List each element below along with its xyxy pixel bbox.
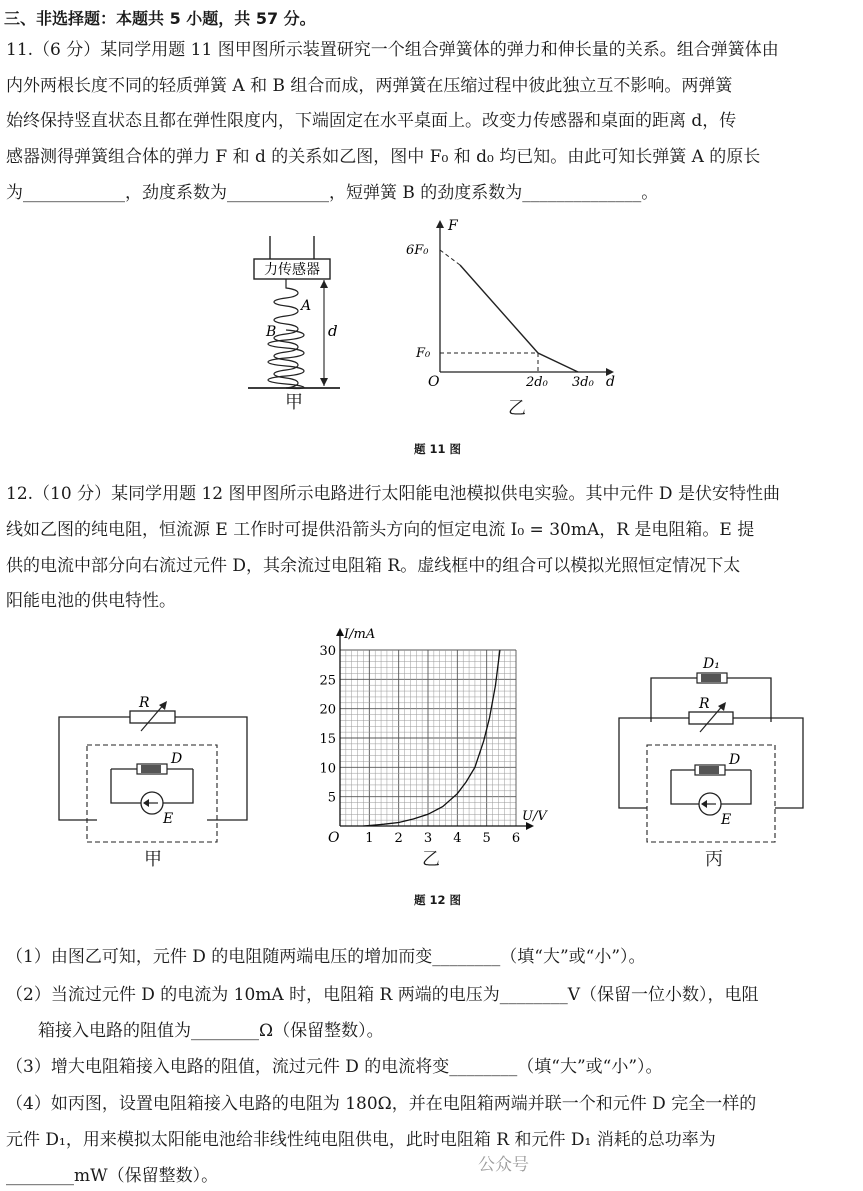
label-e: E [163, 811, 174, 827]
subq-2-cont: 箱接入电路的阻值为________Ω（保留整数）。 [38, 1021, 384, 1041]
circuit-jia [55, 695, 255, 845]
section-title: 三、非选择题：本题共 5 小题，共 57 分。 [4, 9, 316, 28]
fig12-bing-caption: 丙 [705, 849, 723, 870]
label-b: B [266, 324, 277, 340]
q12-line: 线如乙图的纯电阻，恒流源 E 工作时可提供沿箭头方向的恒定电流 I₀ = 30mA，R 是电阻箱。E 提 [6, 520, 755, 540]
chart-grid [340, 650, 516, 826]
y-axis-label: F [448, 218, 458, 234]
subq-1: （1）由图乙可知，元件 D 的电阻随两端电压的增加而变________（填“大”或“小”）。 [6, 947, 646, 967]
y-tick-label: 5 [327, 790, 336, 806]
q11-line: 11.（6 分）某同学用题 11 图甲图所示装置研究一个组合弹簧体的弹力和伸长量的关系。组合弹簧体由 [6, 40, 779, 60]
x-tick-label: 2 [394, 831, 403, 846]
q11-line: 始终保持竖直状态且都在弹性限度内，下端固定在水平桌面上。改变力传感器和桌面的距离 d，传 [6, 111, 737, 131]
subq-2: （2）当流过元件 D 的电流为 10mA 时，电阻箱 R 两端的电压为________V（保留一位小数），电阻 [6, 985, 759, 1005]
fig12-caption: 题 12 图 [414, 893, 462, 907]
label-a: A [301, 298, 312, 314]
fig12-yi-caption: 乙 [422, 849, 440, 870]
y-tick-label: 10 [319, 761, 336, 777]
q11-line: 感器测得弹簧组合体的弹力 F 和 d 的关系如乙图，图中 F₀ 和 d₀ 均已知。由此可知长弹簧 A 的原长 [6, 147, 761, 167]
subq-4-cont: 元件 D₁，用来模拟太阳能电池给非线性纯电阻供电，此时电阻箱 R 和元件 D₁ 消耗的总功率为 [6, 1130, 716, 1150]
label-d-element: D [729, 752, 741, 768]
q11-line: 为____________，劲度系数为____________，短弹簧 B 的劲度系数为______________。 [6, 183, 659, 203]
chart-origin-label: O [328, 830, 340, 846]
force-sensor-label: 力传感器 [264, 262, 320, 278]
q12-line: 供的电流中部分向右流过元件 D，其余流过电阻箱 R。虚线框中的组合可以模拟光照恒定情况下太 [6, 556, 741, 576]
origin-label: O [428, 374, 440, 390]
y-tick-label: 15 [319, 732, 336, 747]
label-e: E [721, 812, 732, 828]
x-tick-label: 1 [365, 831, 374, 846]
fig12-jia-caption: 甲 [144, 849, 162, 870]
subq-4-cont2: ________mW（保留整数）。 [6, 1166, 219, 1186]
subq-3: （3）增大电阻箱接入电路的阻值，流过元件 D 的电流将变________（填“大”或“小”）。 [6, 1057, 663, 1077]
label-d-element: D [171, 751, 183, 767]
x-tick-label: 5 [482, 831, 491, 846]
iu-chart [318, 620, 547, 846]
label-d1: D₁ [703, 656, 720, 672]
tick-6f0: 6F₀ [406, 243, 429, 258]
subq-4: （4）如丙图，设置电阻箱接入电路的电阻为 180Ω，并在电阻箱两端并联一个和元件 D 完全一样的 [6, 1094, 757, 1114]
tick-f0: F₀ [416, 346, 431, 361]
y-tick-label: 20 [319, 702, 336, 718]
resistor-box [689, 712, 733, 724]
chart-y-label: I/mA [344, 627, 376, 642]
watermark: 公众号 [478, 1155, 529, 1175]
y-axis-arrow [336, 628, 344, 636]
f-d-curve [460, 265, 578, 372]
x-axis-label: d [606, 374, 615, 390]
fig11-jia-caption: 甲 [285, 392, 303, 413]
x-tick-label: 4 [453, 831, 462, 846]
label-r: R [699, 696, 710, 712]
y-tick-label: 25 [319, 673, 336, 689]
chart-x-label: U/V [522, 809, 547, 824]
y-tick-label: 30 [319, 644, 336, 659]
fig11-caption: 题 11 图 [414, 442, 462, 456]
x-tick-label: 3 [423, 831, 433, 846]
q11-line: 内外两根长度不同的轻质弹簧 A 和 B 组合而成，两弹簧在压缩过程中彼此独立互不影响。两弹簧 [6, 76, 733, 96]
fig11-yi-caption: 乙 [508, 398, 526, 419]
tick-2d0: 2d₀ [526, 375, 548, 390]
label-r: R [139, 695, 150, 711]
q12-line: 阳能电池的供电特性。 [6, 591, 176, 611]
q12-line: 12.（10 分）某同学用题 12 图甲图所示电路进行太阳能电池模拟供电实验。其中元件 D 是伏安特性曲 [6, 484, 780, 504]
x-tick-label: 6 [511, 831, 521, 846]
tick-3d0: 3d₀ [572, 375, 594, 390]
spring-apparatus-diagram [240, 228, 350, 413]
spring-a [274, 279, 298, 388]
f-d-graph [406, 212, 620, 392]
circuit-bing [615, 650, 815, 850]
label-d: d [328, 322, 338, 340]
